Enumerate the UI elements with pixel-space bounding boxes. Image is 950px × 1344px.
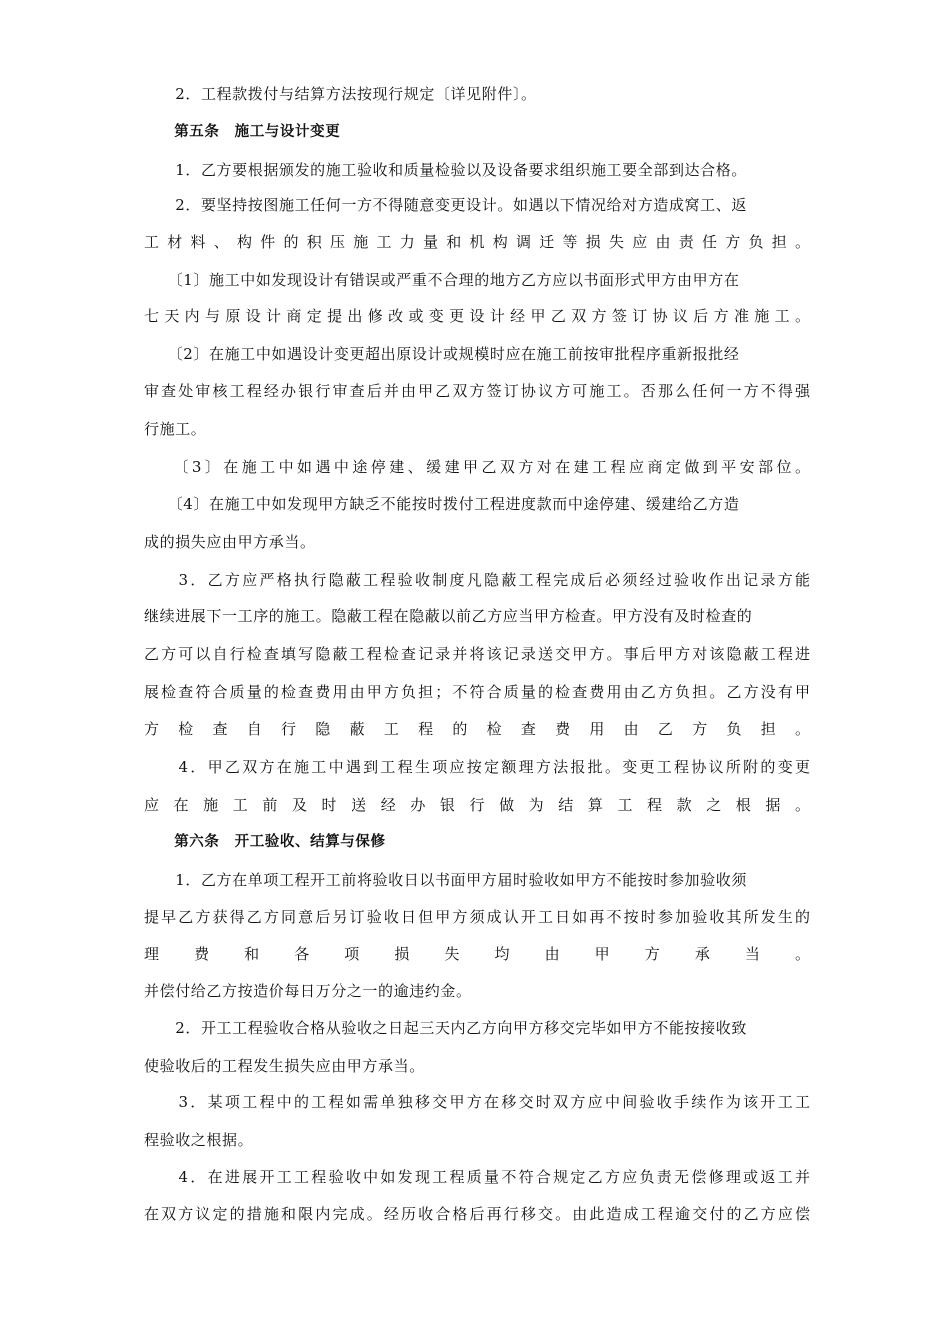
paragraph-line: 〔3〕在施工中如遇中途停建、缓建甲乙双方对在建工程应商定做到平安部位。 [144,458,810,476]
paragraph-line: 3．乙方应严格执行隐蔽工程验收制度凡隐蔽工程完成后必须经过验收作出记录方能 [144,571,810,589]
paragraph-line: 1．乙方在单项工程开工前将验收日以书面甲方届时验收如甲方不能按时参加验收须 [144,871,747,889]
paragraph-line: 行施工。 [144,420,207,438]
paragraph-line: 2．开工工程验收合格从验收之日起三天内乙方向甲方移交完毕如甲方不能按接收致 [144,1019,747,1037]
paragraph-line: 〔2〕在施工中如遇设计变更超出原设计或规模时应在施工前按审批程序重新报批经 [144,345,740,363]
paragraph-line: 〔1〕施工中如发现设计有错误或严重不合理的地方乙方应以书面形式甲方由甲方在 [144,271,740,289]
paragraph-line: 1．乙方要根据颁发的施工验收和质量检验以及设备要求组织施工要全部到达合格。 [144,161,747,179]
paragraph-line: 4．在进展开工工程验收中如发现工程质量不符合规定乙方应负责无偿修理或返工并 [144,1168,810,1186]
paragraph-line: 成的损失应由甲方承当。 [144,533,316,551]
paragraph-line: 工材料、构件的积压施工力量和机构调迁等损失应由责任方负担。 [144,233,810,251]
paragraph-line: 在双方议定的措施和限内完成。经历收合格后再行移交。由此造成工程逾交付的乙方应偿 [144,1205,810,1223]
paragraph-line: 乙方可以自行检查填写隐蔽工程检查记录并将该记录送交甲方。事后甲方对该隐蔽工程进 [144,645,810,663]
paragraph-line: 4．甲乙双方在施工中遇到工程生项应按定额理方法报批。变更工程协议所附的变更 [144,758,810,776]
paragraph-line: 3．某项工程中的工程如需单独移交甲方在移交时双方应中间验收手续作为该开工工 [144,1093,810,1111]
paragraph-line: 七天内与原设计商定提出修改或变更设计经甲乙双方签订协议后方准施工。 [144,307,810,325]
paragraph-line: 提早乙方获得乙方同意后另订验收日但甲方须成认开工日如再不按时参加验收其所发生的 [144,908,810,926]
paragraph-line: 理费和各项损失均由甲方承当。 [144,945,810,963]
paragraph-line: 2．工程款拨付与结算方法按现行规定〔详见附件〕。 [144,85,537,103]
paragraph-line: 〔4〕在施工中如发现甲方缺乏不能按时拨付工程进度款而中途停建、缓建给乙方造 [144,495,740,513]
section-heading: 第六条 开工验收、结算与保修 [144,834,386,850]
paragraph-line: 应在施工前及时送经办银行做为结算工程款之根据。 [144,796,810,814]
paragraph-line: 方检查自行隐蔽工程的检查费用由乙方负担。 [144,720,810,738]
paragraph-line: 展检查符合质量的检查费用由甲方负担；不符合质量的检查费用由乙方负担。乙方没有甲 [144,683,810,701]
paragraph-line: 并偿付给乙方按造价每日万分之一的逾违约金。 [144,982,472,1000]
paragraph-line: 程验收之根据。 [144,1131,254,1149]
paragraph-line: 审查处审核工程经办银行审查后并由甲乙双方签订协议方可施工。否那么任何一方不得强 [144,382,810,400]
paragraph-line: 2．要坚持按图施工任何一方不得随意变更设计。如遇以下情况给对方造成窝工、返 [144,196,747,214]
paragraph-line: 使验收后的工程发生损失应由甲方承当。 [144,1057,425,1075]
paragraph-line: 继续进展下一工序的施工。隐蔽工程在隐蔽以前乙方应当甲方检查。甲方没有及时检查的 [144,607,753,625]
section-heading: 第五条 施工与设计变更 [144,124,341,140]
